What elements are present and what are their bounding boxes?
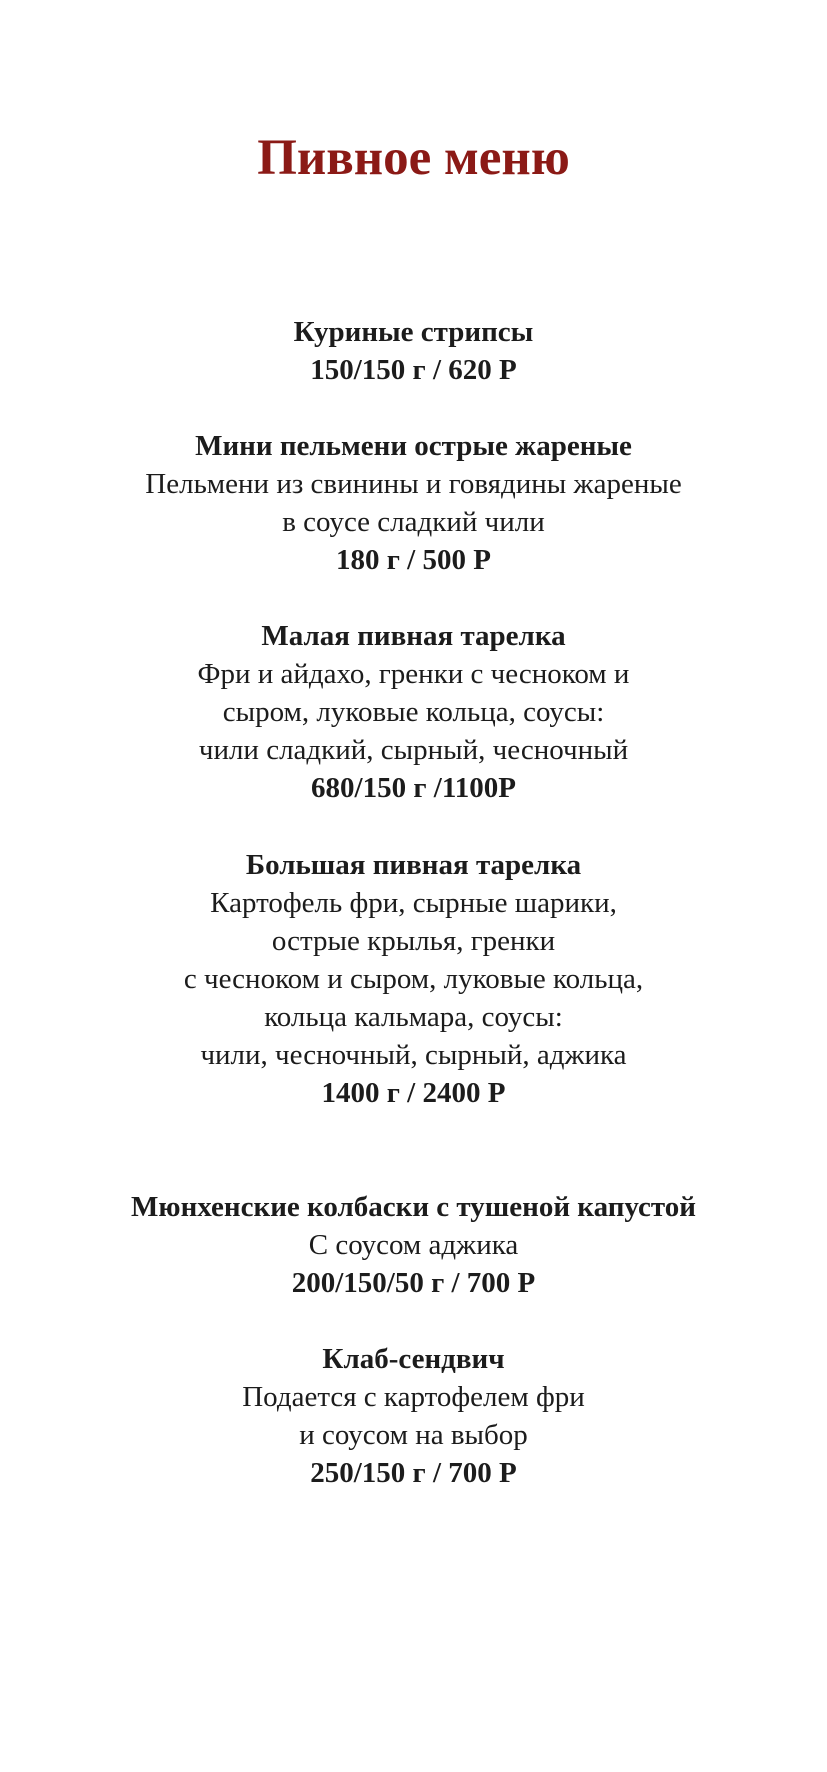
menu-item-large-beer-plate [0, 846, 827, 1112]
menu-item-club-sandwich [0, 1340, 827, 1492]
item-price: 1400 г / 2400 Р [321, 1077, 506, 1109]
item-name: Клаб-сендвич [322, 1343, 505, 1375]
item-description-line: и соусом на выбор [299, 1419, 528, 1451]
item-name: Мюнхенские колбаски с тушеной капустой [131, 1191, 696, 1223]
item-description-line: Картофель фри, сырные шарики, [210, 887, 617, 919]
item-price: 250/150 г / 700 Р [310, 1457, 517, 1489]
item-price: 200/150/50 г / 700 Р [291, 1267, 536, 1299]
item-description-line: чили, чесночный, сырный, аджика [200, 1039, 627, 1071]
item-description-line: сыром, луковые кольца, соусы: [222, 696, 605, 728]
item-description-line: в соусе сладкий чили [282, 506, 545, 538]
item-description-line: чили сладкий, сырный, чесночный [198, 734, 629, 766]
menu-item-small-beer-plate [0, 617, 827, 807]
item-description-line: Подается с картофелем фри [242, 1381, 585, 1413]
item-name: Мини пельмени острые жареные [195, 430, 632, 462]
item-price: 180 г / 500 Р [336, 544, 491, 576]
menu-item-mini-dumplings [0, 427, 827, 579]
menu-item-chicken-strips [0, 313, 827, 389]
item-description-line: Фри и айдахо, гренки с чесноком и [197, 658, 630, 690]
item-description-line: С соусом аджика [308, 1229, 519, 1261]
item-name: Куриные стрипсы [293, 316, 534, 348]
item-description-line: острые крылья, гренки [271, 925, 556, 957]
menu-item-munich-sausages [0, 1188, 827, 1302]
item-description-line: кольца кальмара, соусы: [264, 1001, 563, 1033]
item-description-line: Пельмени из свинины и говядины жареные [145, 468, 682, 500]
item-name: Большая пивная тарелка [245, 849, 582, 881]
item-price: 150/150 г / 620 Р [310, 354, 517, 386]
item-name: Малая пивная тарелка [261, 620, 566, 652]
page-title: Пивное меню [257, 130, 570, 186]
item-price: 680/150 г /1100Р [311, 772, 516, 804]
item-description-line: с чесноком и сыром, луковые кольца, [183, 963, 644, 995]
